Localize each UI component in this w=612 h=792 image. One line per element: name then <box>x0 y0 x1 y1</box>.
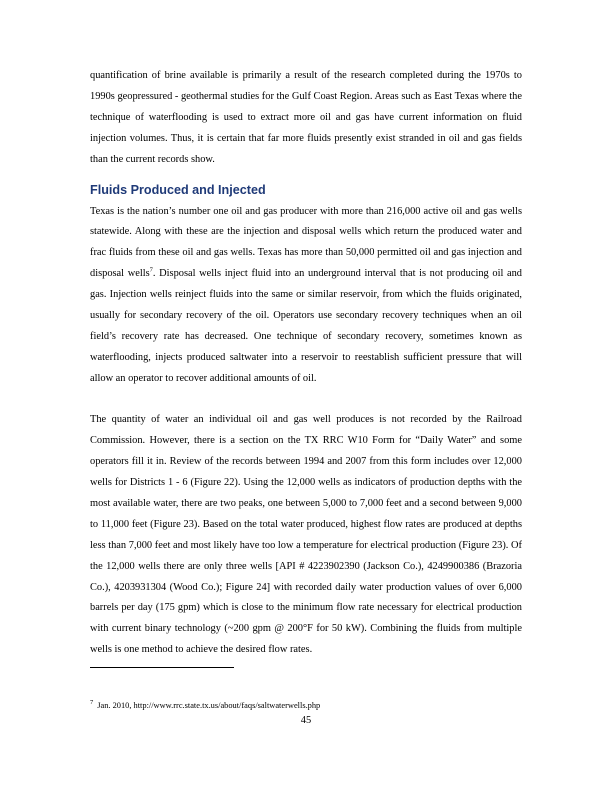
paragraph-1-text-a: Texas is the nation’s number one oil and gas producer with more than 216,000 active oil and gas wells statewide. Along with these are the injection and disposal wells which return the produced water and frac fluids from these oil and gas wells. Texas has more than 50,000 permitted oil and gas injection and disposal wells <box>90 205 522 280</box>
footnote-number: 7 <box>90 699 94 707</box>
paragraph-1-text-b: . Disposal wells inject fluid into an underground interval that is not producing oil and gas. Injection wells reinject fluids into the same or similar reservoir, from which the fluids originated, usually for secondary recovery of the oil. Operators use secondary recovery techniques when an oil field’s recovery rate has decreased. One technique of secondary recovery, sometimes known as waterflooding, injects produced saltwater into a reservoir to reestablish sufficient pressure that will allow an operator to recover additional amounts of oil. <box>90 268 522 384</box>
section-paragraph-2: The quantity of water an individual oil and gas well produces is not recorded by the Railroad Commission. However, there is a section on the TX RRC W10 Form for “Daily Water” and some operators fill it in. Review of the records between 1994 and 2007 from this form includes over 12,000 wells for Districts 1 - 6 (Figure 22). Using the 12,000 wells as indicators of production depths with the most available water, there are two peaks, one between 5,000 to 7,000 feet and a second between 9,000 to 11,000 feet (Figure 23). Based on the total water produced, highest flow rates are produced at depths less than 7,000 feet and most likely have too low a temperature for electrical production (Figure 23). Of the 12,000 wells there are only three wells [API # 4223902390 (Jackson Co.), 4249900386 (Brazoria Co.), 4203931304 (Wood Co.); Figure 24] with recorded daily water production values of over 6,000 barrels per day (175 gpm) which is close to the minimum flow rate necessary for electrical production with current binary technology (~200 gpm @ 200°F for 50 kW). Combining the fluids from multiple wells is one method to achieve the desired flow rates. <box>90 414 522 656</box>
section-paragraph-1 <box>90 202 522 390</box>
paragraph-spacer <box>90 390 522 411</box>
footnote-separator <box>90 667 234 668</box>
section-heading: Fluids Produced and Injected <box>90 182 266 197</box>
footnote-reference[interactable]: 7 <box>149 266 153 274</box>
page-number: 45 <box>300 715 312 726</box>
document-body <box>90 66 522 661</box>
intro-paragraph: quantification of brine available is primarily a result of the research completed during the 1970s to 1990s geopressured - geothermal studies for the Gulf Coast Region. Areas such as East Texas where the technique of waterflooding is used to extract more oil and gas have current information on fluid injection volumes. Thus, it is certain that far more fluids presently exist stranded in oil and gas fields than the current records show. <box>90 70 522 165</box>
footnote <box>90 700 522 711</box>
footnote-text[interactable]: Jan. 2010, http://www.rrc.state.tx.us/about/faqs/saltwaterwells.php <box>97 701 321 710</box>
